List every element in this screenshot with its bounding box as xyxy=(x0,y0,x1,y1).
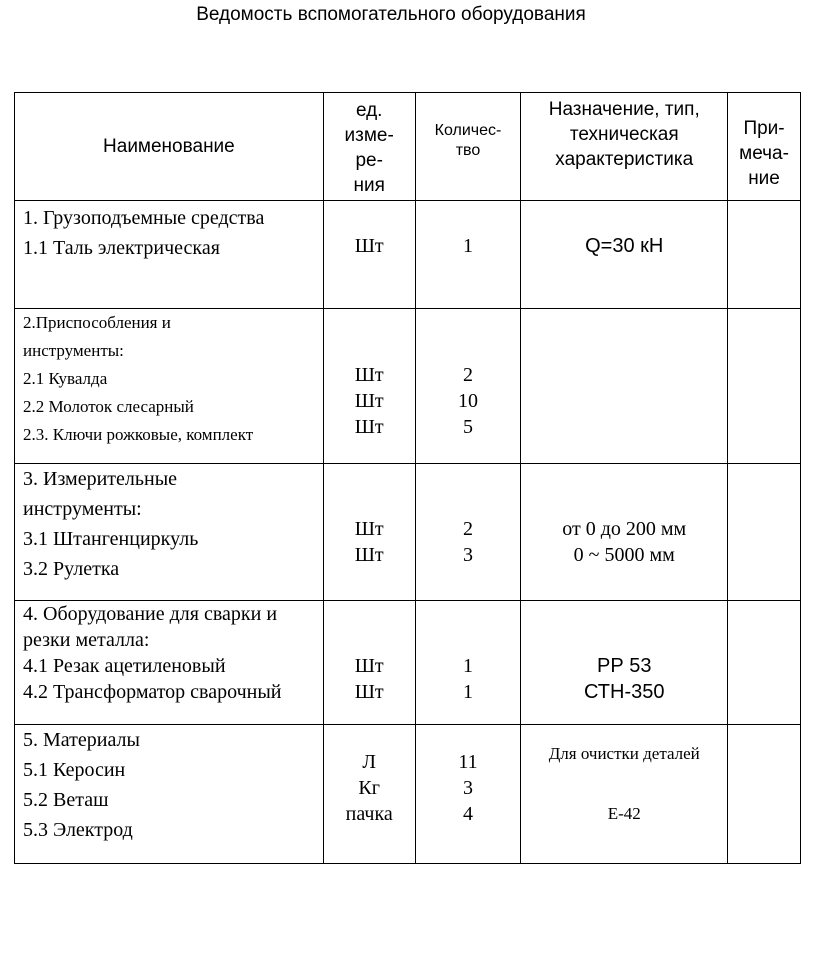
row2-qty: 2 10 5 xyxy=(415,309,521,464)
row3-unit: Шт Шт xyxy=(323,464,415,601)
row3-name: 3. Измерительные инструменты: 3.1 Штангенциркуль 3.2 Рулетка xyxy=(15,464,324,601)
row2-unit: Шт Шт Шт xyxy=(323,309,415,464)
header-row xyxy=(15,93,801,201)
row3-purpose: от 0 до 200 мм 0 ~ 5000 мм xyxy=(521,464,728,601)
row4-name: 4. Оборудование для сварки и резки металла: 4.1 Резак ацетиленовый 4.2 Трансформатор сварочный xyxy=(15,601,324,725)
row4-unit: Шт Шт xyxy=(323,601,415,725)
row5-name: 5. Материалы 5.1 Керосин 5.2 Веташ 5.3 Электрод xyxy=(15,725,324,864)
row5-unit: Л Кг пачка xyxy=(323,725,415,864)
row2-name: 2.Приспособления и инструменты: 2.1 Кувалда 2.2 Молоток слесарный 2.3. Ключи рожковые, комплект xyxy=(15,309,324,464)
header-unit: ед. изме- ре- ния xyxy=(323,93,415,201)
equipment-table xyxy=(14,92,801,864)
row1-qty: 1 xyxy=(415,201,521,309)
header-name: Наименование xyxy=(15,93,324,201)
row1-name: 1. Грузоподъемные средства 1.1 Таль электрическая xyxy=(15,201,324,309)
row4-qty: 1 1 xyxy=(415,601,521,725)
row1-note xyxy=(728,201,801,309)
header-note: При- меча- ние xyxy=(728,93,801,201)
row1-purpose: Q=30 кН xyxy=(521,201,728,309)
row5-purpose: Для очистки деталей Е-42 xyxy=(521,725,728,864)
table-row xyxy=(15,201,801,309)
row5-qty: 11 3 4 xyxy=(415,725,521,864)
table-row xyxy=(15,601,801,725)
row3-qty: 2 3 xyxy=(415,464,521,601)
row2-note xyxy=(728,309,801,464)
header-qty: Количес- тво xyxy=(415,93,521,201)
header-purpose: Назначение, тип, техническая характеристика xyxy=(521,93,728,201)
table-row xyxy=(15,464,801,601)
table-row xyxy=(15,309,801,464)
table-row xyxy=(15,725,801,864)
row5-note xyxy=(728,725,801,864)
row4-purpose: РР 53 СТН-350 xyxy=(521,601,728,725)
row3-note xyxy=(728,464,801,601)
document-title: Ведомость вспомогательного оборудования xyxy=(196,4,586,25)
row4-note xyxy=(728,601,801,725)
row1-unit: Шт xyxy=(323,201,415,309)
row2-purpose xyxy=(521,309,728,464)
